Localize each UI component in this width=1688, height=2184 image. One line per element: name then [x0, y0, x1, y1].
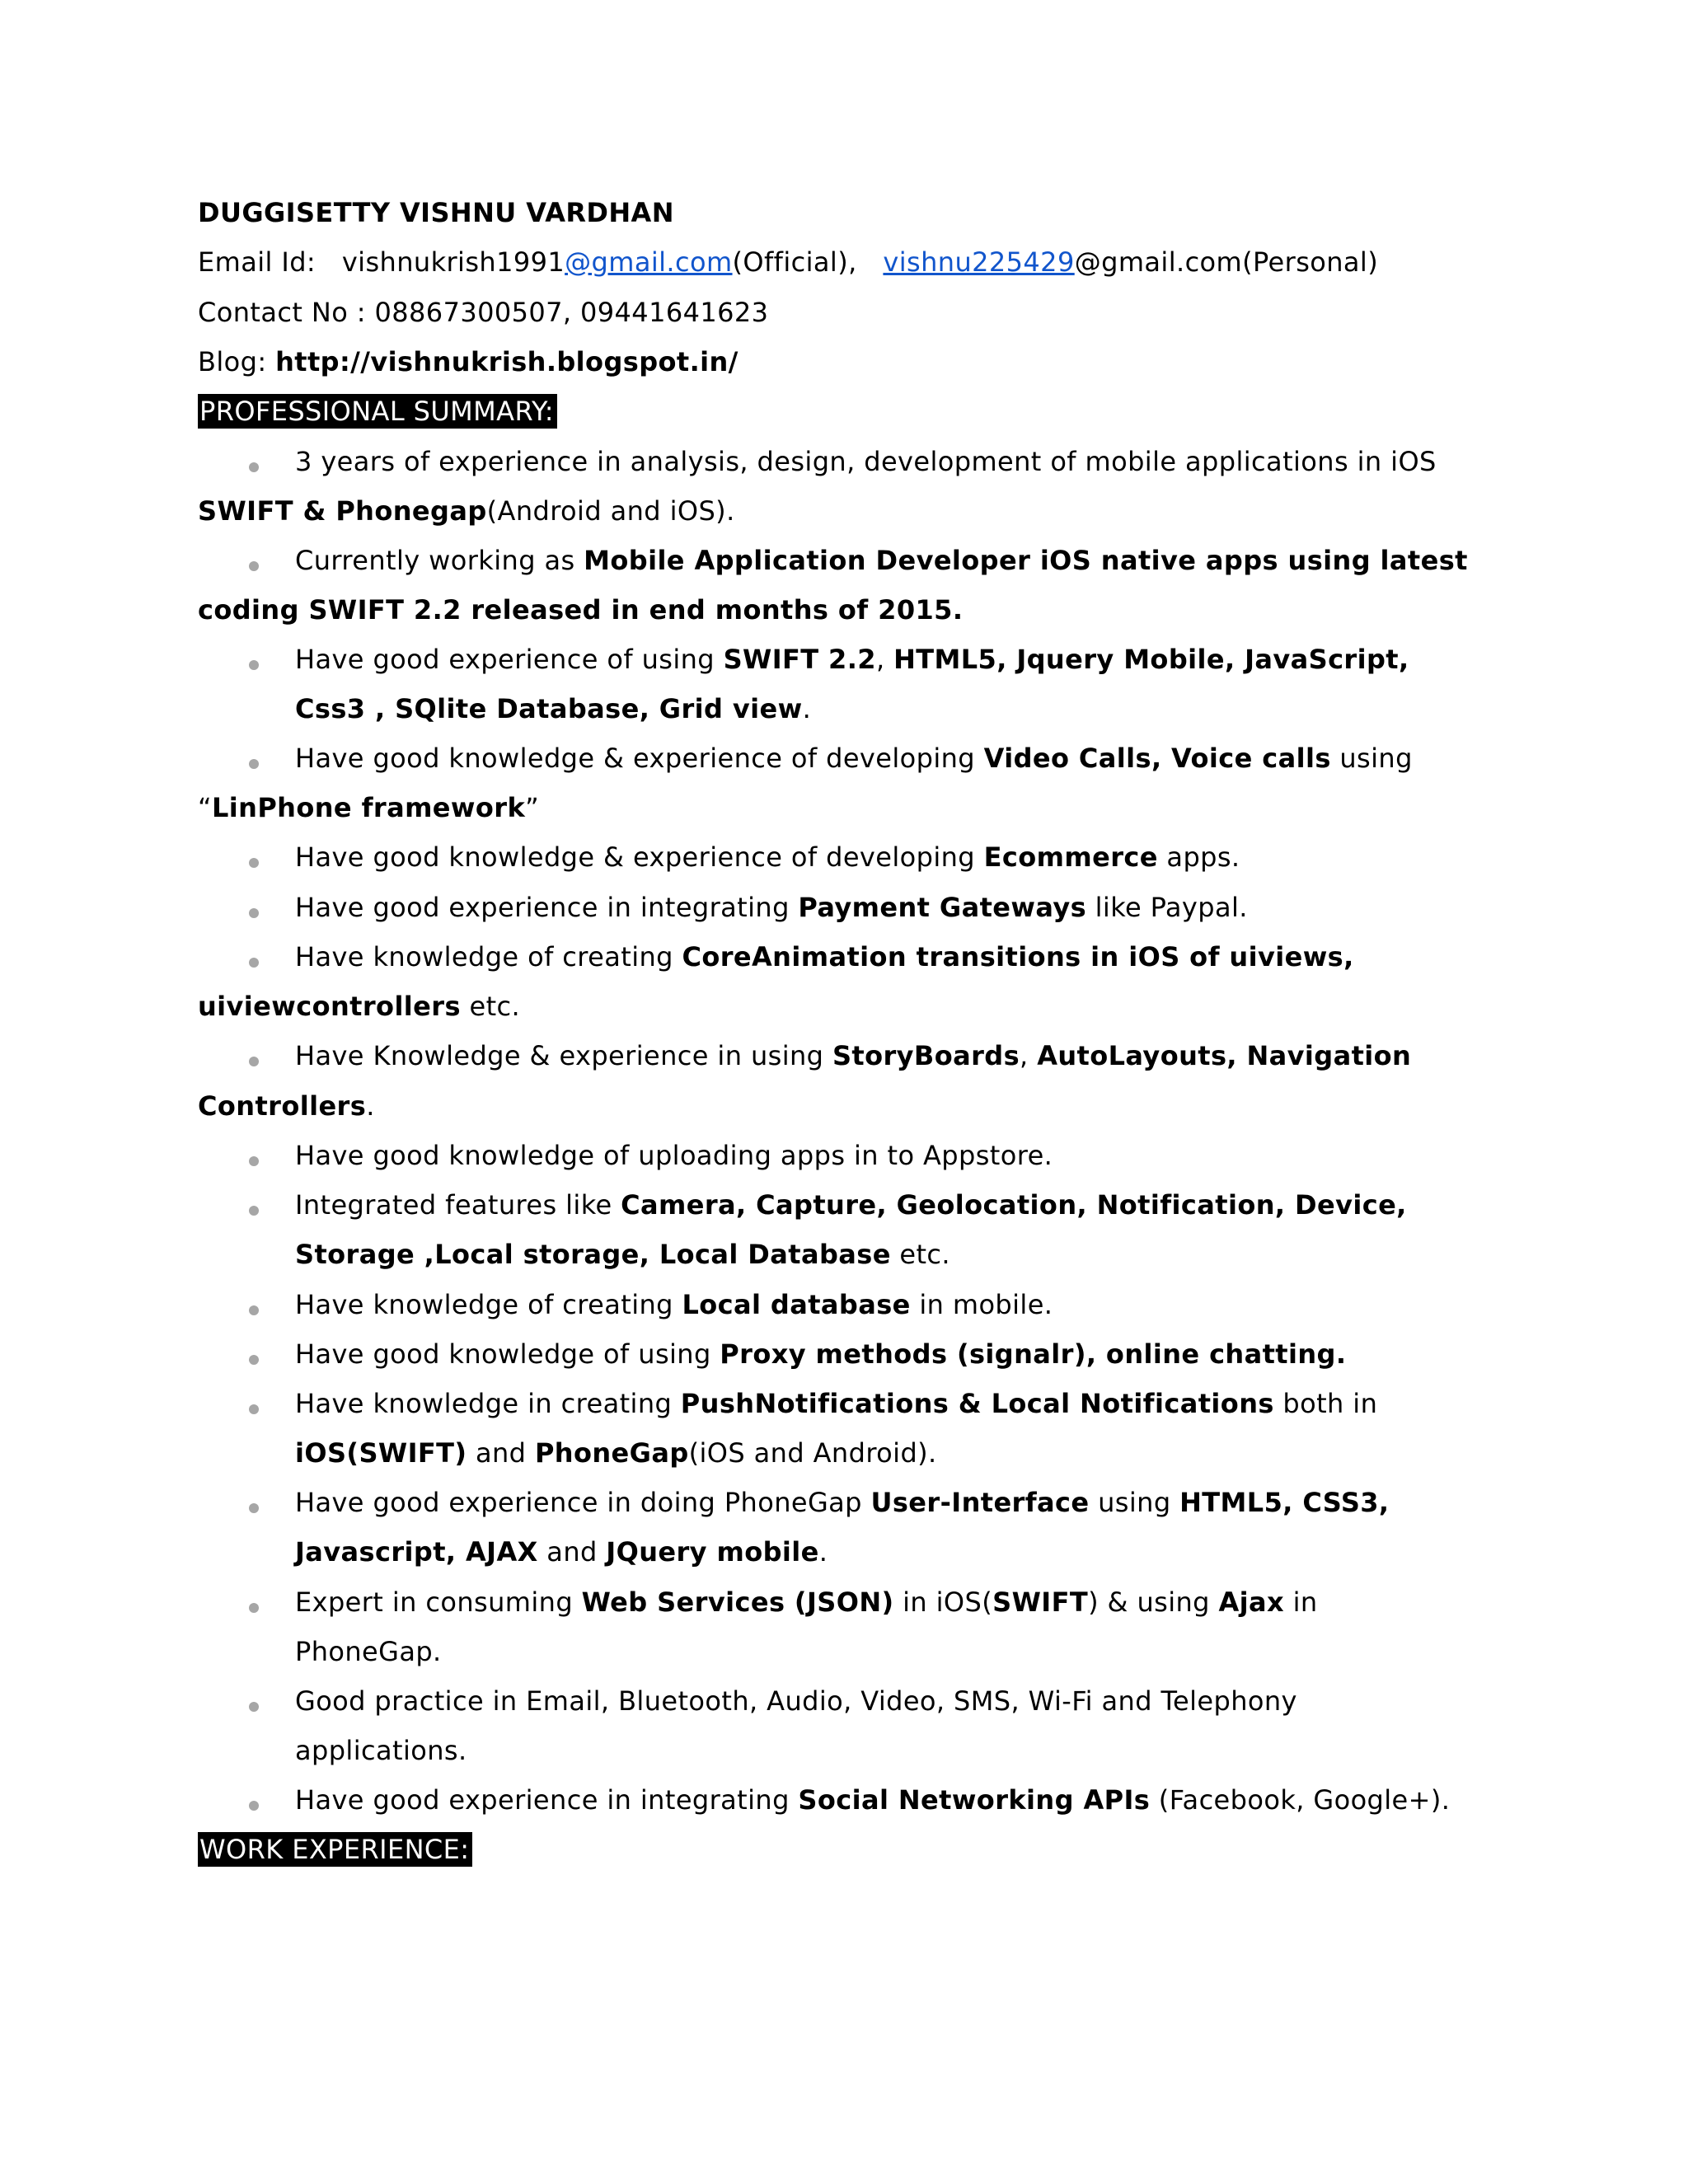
summary-item-9: Have good knowledge of uploading apps in to Appstore. — [295, 1140, 1053, 1171]
bullet-icon — [249, 1603, 259, 1613]
contact-line — [198, 294, 768, 330]
email-official-tag: (Official), — [732, 246, 857, 278]
summary-item-16-cont: applications. — [295, 1735, 467, 1766]
blog-url[interactable]: http://vishnukrish.blogspot.in/ — [275, 346, 738, 377]
summary-item-3: Have good experience of using SWIFT 2.2, HTML5, Jquery Mobile, JavaScript, — [295, 644, 1409, 675]
summary-item-8: Have Knowledge & experience in using StoryBoards, AutoLayouts, Navigation — [295, 1040, 1412, 1071]
summary-item-7-cont: uiviewcontrollers etc. — [198, 991, 521, 1022]
summary-item-15: Expert in consuming Web Services (JSON) in iOS(SWIFT) & using Ajax in — [295, 1586, 1318, 1618]
summary-item-1: 3 years of experience in analysis, design, development of mobile applications in iOS — [295, 446, 1437, 477]
summary-item-5: Have good knowledge & experience of developing Ecommerce apps. — [295, 841, 1240, 873]
summary-item-10: Integrated features like Camera, Capture, Geolocation, Notification, Device, — [295, 1189, 1407, 1221]
summary-item-4: Have good knowledge & experience of developing Video Calls, Voice calls using — [295, 743, 1413, 774]
bullet-icon — [249, 908, 259, 918]
email-personal-tag: (Personal) — [1242, 246, 1379, 278]
bullet-icon — [249, 858, 259, 868]
summary-item-6: Have good experience in integrating Payment Gateways like Paypal. — [295, 892, 1248, 923]
bullet-icon — [249, 958, 259, 968]
bullet-icon — [249, 759, 259, 769]
summary-item-3-cont: Css3 , SQlite Database, Grid view. — [295, 693, 812, 724]
candidate-name: DUGGISETTY VISHNU VARDHAN — [198, 197, 674, 228]
bullet-icon — [249, 1206, 259, 1216]
summary-item-13-cont: iOS(SWIFT) and PhoneGap(iOS and Android). — [295, 1437, 937, 1469]
summary-item-11: Have knowledge of creating Local database in mobile. — [295, 1289, 1053, 1320]
email-personal-domain: @gmail.com — [1074, 246, 1243, 278]
email-official-link[interactable]: @gmail.com — [565, 246, 733, 278]
summary-item-16: Good practice in Email, Bluetooth, Audio, Video, SMS, Wi-Fi and Telephony — [295, 1685, 1297, 1717]
summary-item-2-cont: coding SWIFT 2.2 released in end months of 2015. — [198, 594, 964, 626]
bullet-icon — [249, 1801, 259, 1811]
work-experience-heading — [198, 1831, 472, 1868]
summary-item-8-cont: Controllers. — [198, 1090, 375, 1122]
summary-item-15-cont: PhoneGap. — [295, 1636, 442, 1667]
blog-label: Blog: — [198, 346, 267, 377]
summary-item-10-cont: Storage ,Local storage, Local Database etc. — [295, 1239, 950, 1270]
bullet-icon — [249, 462, 259, 472]
bullet-icon — [249, 1057, 259, 1066]
summary-item-17: Have good experience in integrating Social Networking APIs (Facebook, Google+). — [295, 1784, 1451, 1816]
blog-line — [198, 344, 738, 380]
bullet-icon — [249, 1355, 259, 1365]
bullet-icon — [249, 660, 259, 670]
bullet-icon — [249, 1702, 259, 1712]
email-official-user: vishnukrish1991 — [341, 246, 565, 278]
summary-item-14: Have good experience in doing PhoneGap User-Interface using HTML5, CSS3, — [295, 1487, 1390, 1518]
summary-item-14-cont: Javascript, AJAX and JQuery mobile. — [295, 1536, 828, 1568]
summary-item-1-cont: SWIFT & Phonegap(Android and iOS). — [198, 495, 735, 527]
contact-numbers: 08867300507, 09441641623 — [374, 297, 769, 328]
section-title: WORK EXPERIENCE: — [198, 1832, 472, 1867]
section-title: PROFESSIONAL SUMMARY: — [198, 394, 557, 429]
summary-item-7: Have knowledge of creating CoreAnimation transitions in iOS of uiviews, — [295, 941, 1354, 972]
bullet-icon — [249, 1156, 259, 1166]
email-line — [198, 244, 1378, 280]
bullet-icon — [249, 1305, 259, 1315]
bullet-icon — [249, 1404, 259, 1414]
summary-item-4-cont: “LinPhone framework” — [198, 792, 540, 823]
email-personal-link[interactable]: vishnu225429 — [883, 246, 1075, 278]
email-label: Email Id: — [198, 246, 316, 278]
summary-item-2: Currently working as Mobile Application Developer iOS native apps using latest — [295, 545, 1468, 576]
summary-item-12: Have good knowledge of using Proxy methods (signalr), online chatting. — [295, 1338, 1347, 1370]
bullet-icon — [249, 561, 259, 571]
summary-item-13: Have knowledge in creating PushNotifications & Local Notifications both in — [295, 1388, 1378, 1419]
professional-summary-heading — [198, 393, 557, 429]
contact-label: Contact No : — [198, 297, 366, 328]
bullet-icon — [249, 1503, 259, 1513]
